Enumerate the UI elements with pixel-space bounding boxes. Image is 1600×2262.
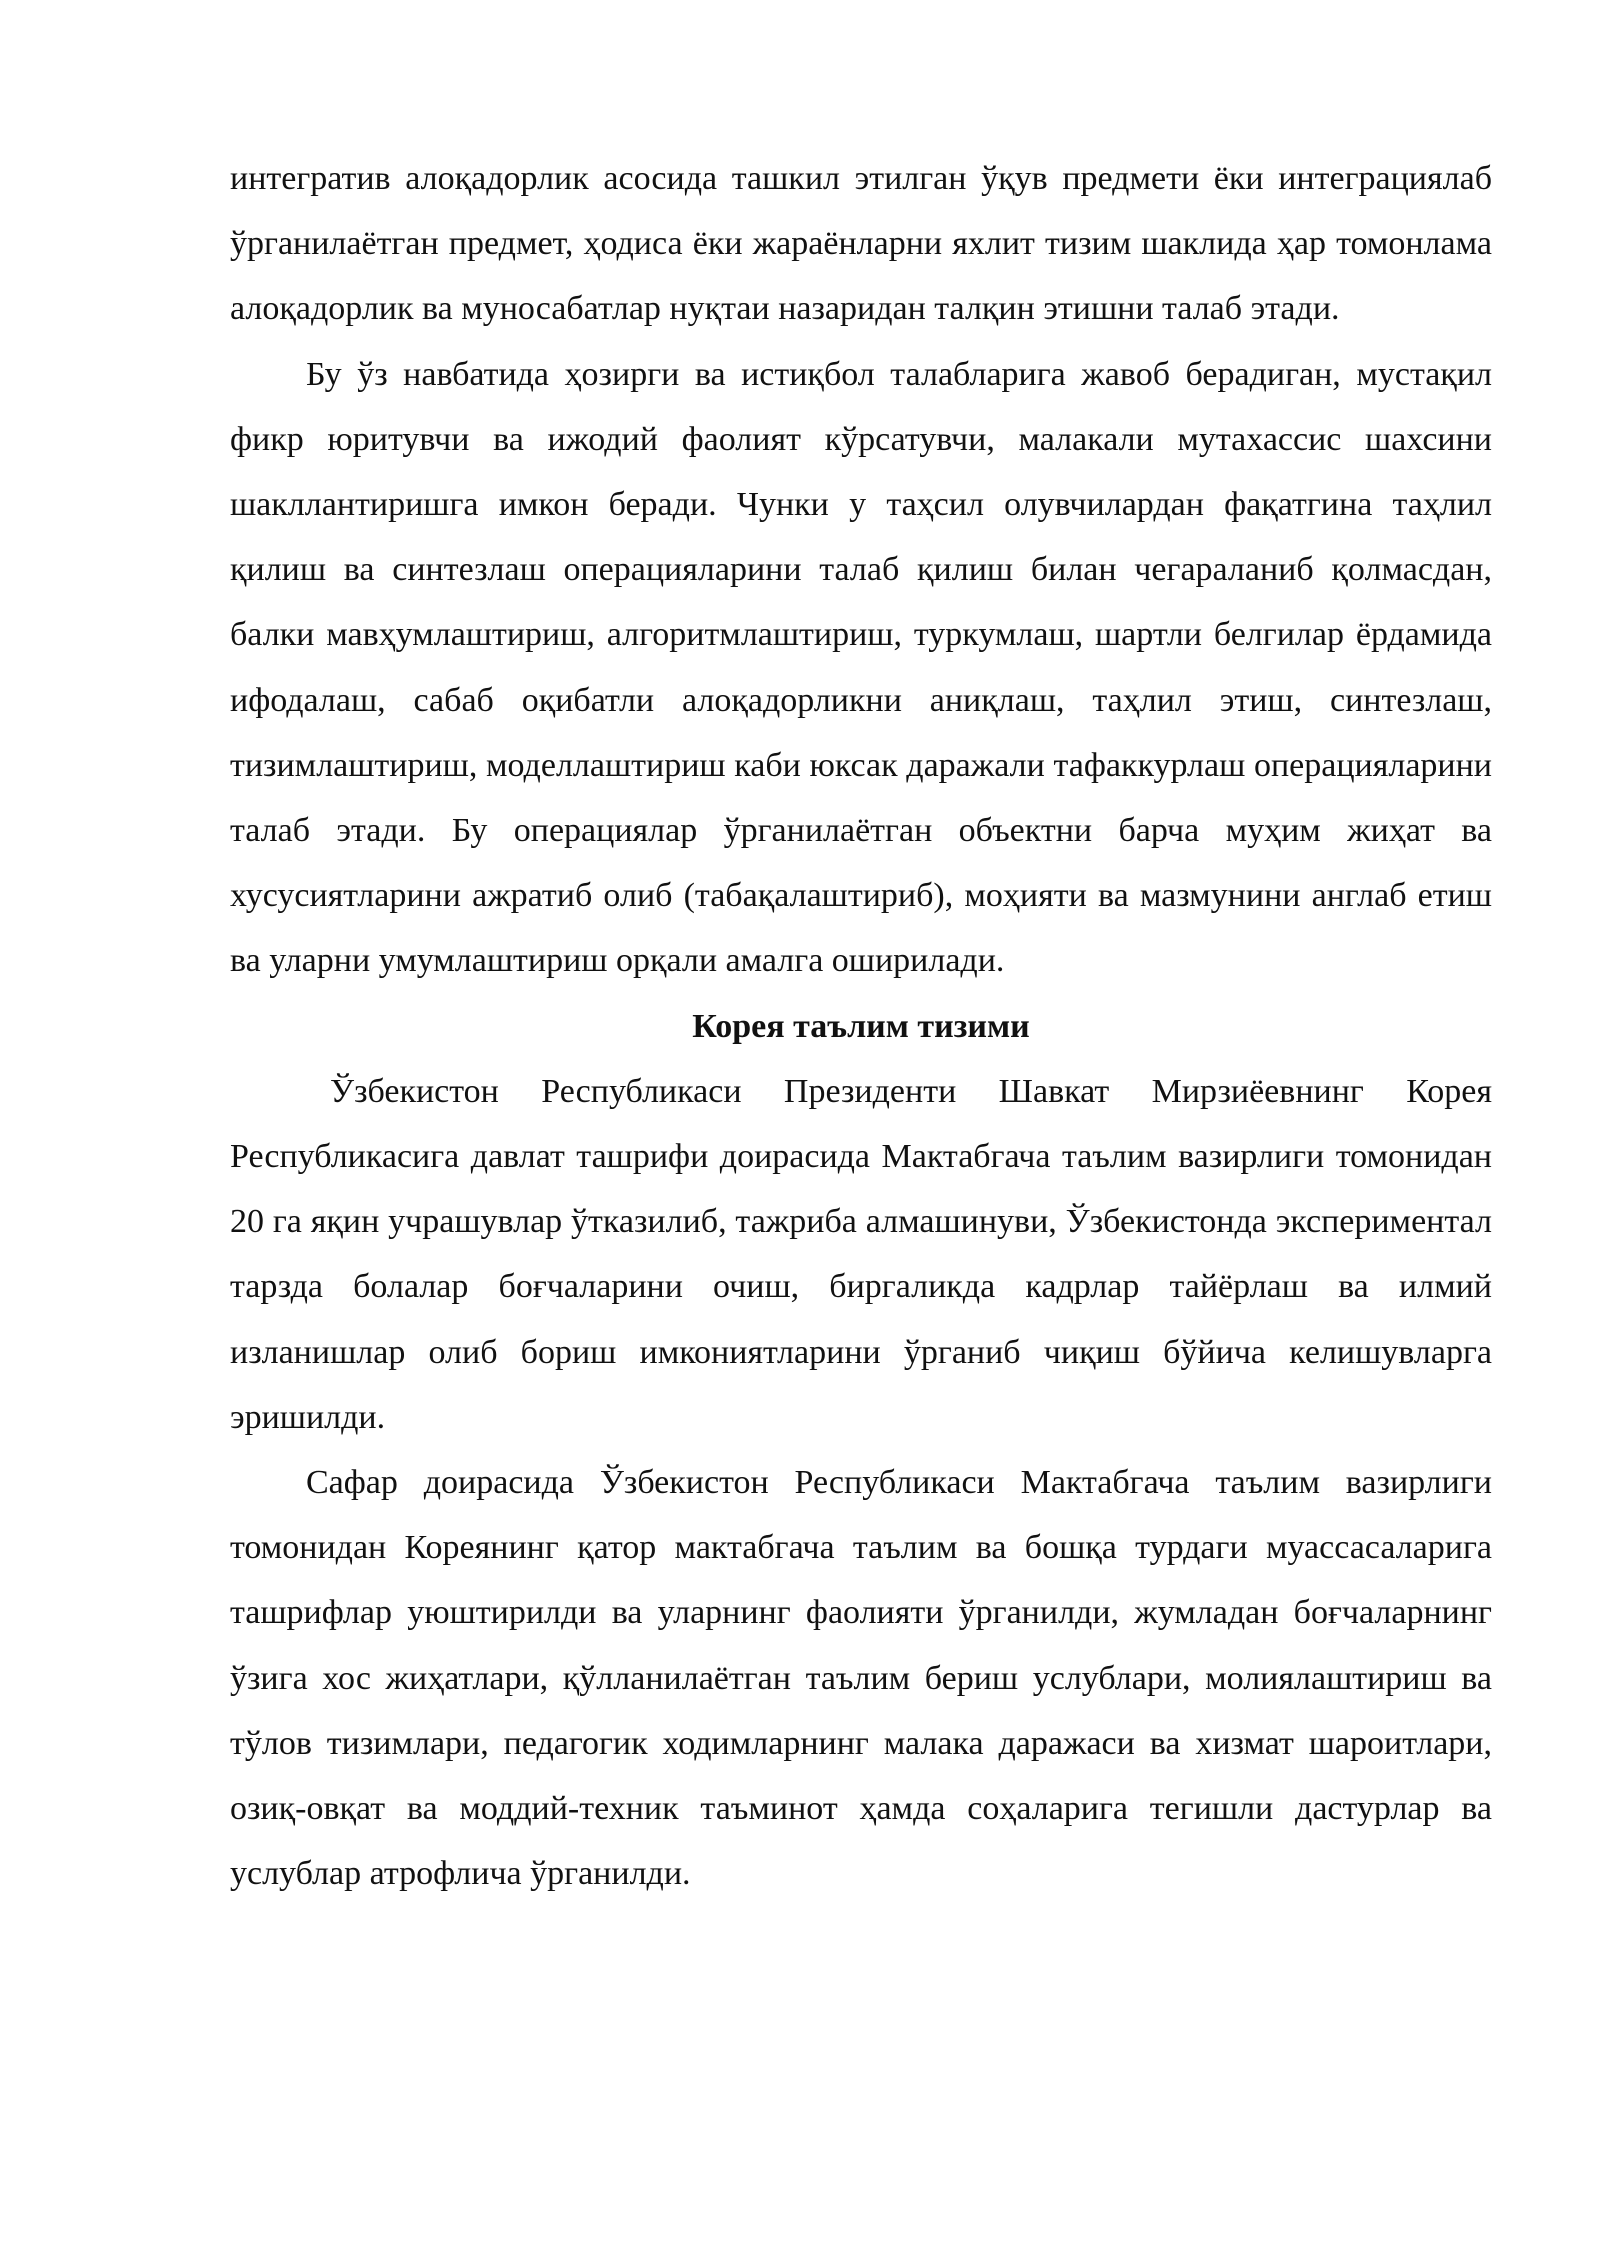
paragraph-thinking-operations: Бу ўз навбатида ҳозирги ва истиқбол талабларига жавоб берадиган, мустақил фикр юритувчи ва ижодий фаолият кўрсатувчи, малакали мутахассис шахсини шакллантиришга имкон беради. Чунки у таҳсил олувчилардан фақатгина таҳлил қилиш ва синтезлаш операцияларини талаб қилиш билан чегараланиб қолмасдан, балки мавҳумлаштириш, алгоритмлаштириш, туркумлаш, шартли белгилар ёрдамида ифодалаш, сабаб оқибатли алоқадорликни аниқлаш, таҳлил этиш, синтезлаш, тизимлаштириш, моделлаштириш каби юксак даражали тафаккурлаш операцияларини талаб этади. Бу операциялар ўрганилаётган объектни барча муҳим жиҳат ва хусусиятларини ажратиб олиб (табақалаштириб), моҳияти ва мазмунини англаб етиш ва уларни умумлаштириш орқали амалга оширилади. (230, 355, 1492, 980)
section-heading: Корея таълим тизими (692, 1007, 1030, 1045)
paragraph-intro: интегратив алоқадорлик асосида ташкил этилган ўқув предмети ёки интеграциялаб ўрганилаётган предмет, ҳодиса ёки жараёнларни яхлит тизим шаклида ҳар томонлама алоқадорлик ва муносабатлар нуқтаи назаридан талқин этишни талаб этади. (230, 160, 1492, 328)
document-body (230, 146, 1492, 1906)
paragraph-state-visit: Ўзбекистон Республикаси Президенти Шавкат Мирзиёевнинг Корея Республикасига давлат ташрифи доирасида Мактабгача таълим вазирлиги томонидан 20 га яқин учрашувлар ўтказилиб, тажриба алмашинуви, Ўзбекистонда экспериментал тарзда болалар боғчаларини очиш, биргаликда кадрлар тайёрлаш ва илмий изланишлар олиб бориш имкониятларини ўрганиб чиқиш бўйича келишувларга эришилди. (230, 1072, 1492, 1436)
paragraph-visit-results: Сафар доирасида Ўзбекистон Республикаси Мактабгача таълим вазирлиги томонидан Кореянинг қатор мактабгача таълим ва бошқа турдаги муассасаларига ташрифлар уюштирилди ва уларнинг фаолияти ўрганилди, жумладан боғчаларнинг ўзига хос жиҳатлари, қўлланилаётган таълим бериш услублари, молиялаштириш ва тўлов тизимлари, педагогик ходимларнинг малака даражаси ва хизмат шароитлари, озиқ-овқат ва моддий-техник таъминот ҳамда соҳаларига тегишли дастурлар ва услублар атрофлича ўрганилди. (230, 1464, 1492, 1893)
